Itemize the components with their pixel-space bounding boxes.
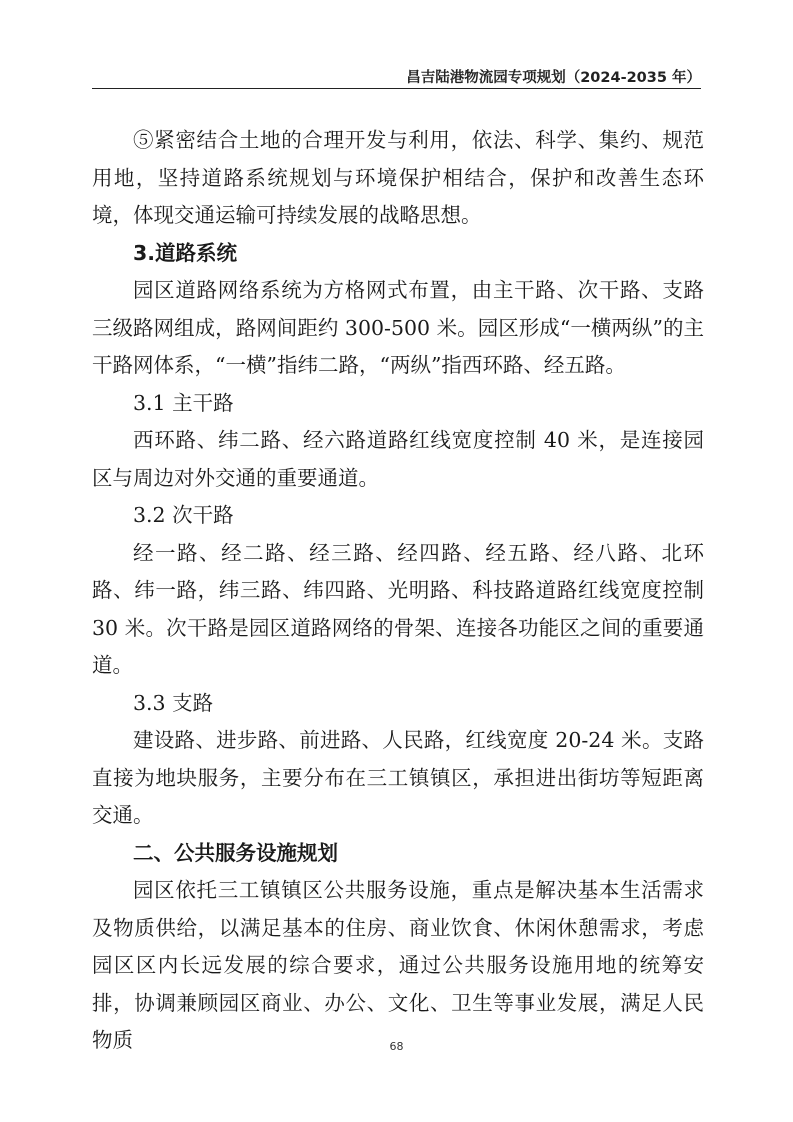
subheading-secondary-road: 3.2 次干路 — [133, 503, 234, 527]
paragraph-branch-road: 建设路、进步路、前进路、人民路，红线宽度 20-24 米。支路直接为地块服务，主要分布在三工镇镇区，承担进出街坊等短距离交通。 — [92, 728, 704, 827]
subheading-main-road: 3.1 主干路 — [133, 390, 234, 415]
section-heading-road-system: 3.道路系统 — [133, 240, 238, 265]
page-number: 68 — [389, 1040, 404, 1053]
paragraph-principle-5: ⑤紧密结合土地的合理开发与利用，依法、科学、集约、规范用地，坚持道路系统规划与环境保护相结合，保护和改善生态环境，体现交通运输可持续发展的战略思想。 — [92, 128, 704, 227]
paragraph-main-road: 西环路、纬二路、经六路道路红线宽度控制 40 米，是连接园区与周边对外交通的重要通道。 — [92, 428, 704, 490]
section-heading-public-services: 二、公共服务设施规划 — [133, 840, 338, 865]
subheading-branch-road: 3.3 支路 — [133, 690, 214, 715]
document-title: 昌吉陆港物流园专项规划（2024-2035 年） — [406, 70, 701, 86]
paragraph-secondary-road: 经一路、经二路、经三路、经四路、经五路、经八路、北环路、纬一路，纬三路、纬四路、光明路、科技路道路红线宽度控制 30 米。次干路是园区道路网络的骨架、连接各功能区之间的重要通道。 — [92, 540, 704, 677]
page-header — [92, 60, 701, 89]
paragraph-road-system: 园区道路网络系统为方格网式布置，由主干路、次干路、支路三级路网组成，路网间距约 300-500 米。园区形成“一横两纵”的主干路网体系，“一横”指纬二路，“两纵”指西环路、经五路。 — [92, 278, 704, 377]
page-content — [92, 122, 704, 1060]
paragraph-public-services: 园区依托三工镇镇区公共服务设施，重点是解决基本生活需求及物质供给，以满足基本的住房、商业饮食、休闲休憩需求，考虑园区区内长远发展的综合要求，通过公共服务设施用地的统筹安排，协调兼顾园区商业、办公、文化、卫生等事业发展，满足人民物质 — [92, 878, 704, 1052]
